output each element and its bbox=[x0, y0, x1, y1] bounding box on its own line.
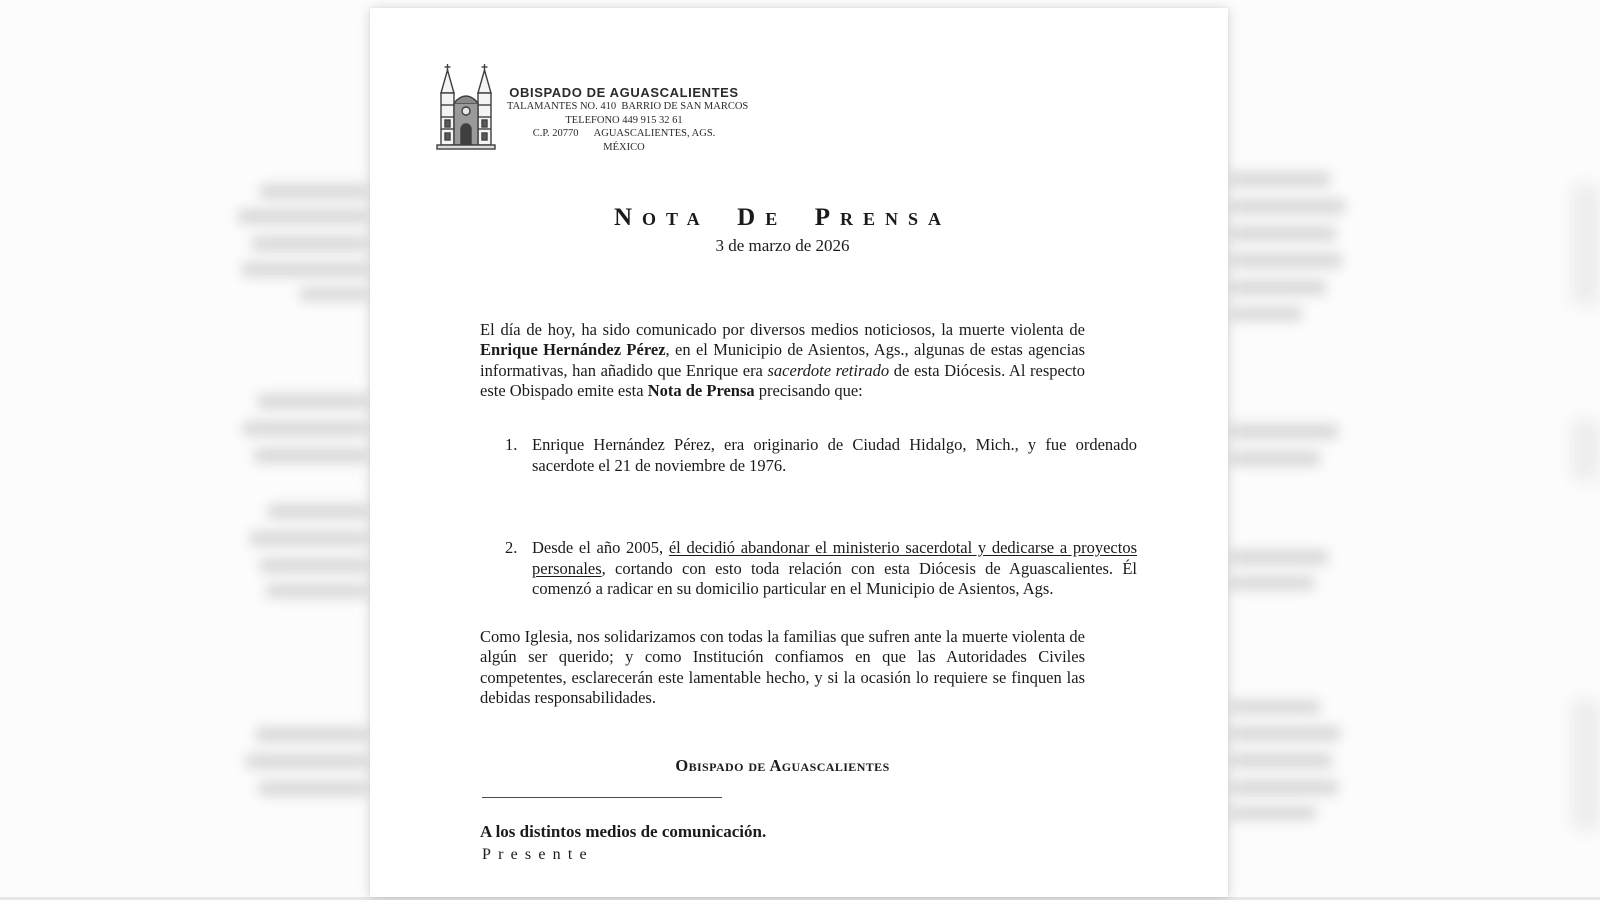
list-item-2-number: 2. bbox=[505, 538, 518, 557]
blurred-text-blob bbox=[1230, 753, 1332, 768]
closing-paragraph: Como Iglesia, nos solidarizamos con todas la familias que sufren ante la muerte violenta de algún ser querido; y como Institución confiamos en que las Autoridades Civiles competentes, esclarecerán este lamentable hecho, y si la ocasión lo requiere se finquen las debidas responsabilidades. bbox=[480, 626, 1085, 707]
blurred-text-blob bbox=[1572, 185, 1600, 305]
blurred-text-blob bbox=[1230, 550, 1328, 565]
blurred-text-blob bbox=[1230, 451, 1320, 466]
addressee-line: A los distintos medios de comunicación. bbox=[480, 822, 767, 841]
document-date: 3 de marzo de 2026 bbox=[715, 236, 850, 255]
retired-priest-italic: sacerdote retirado bbox=[767, 360, 890, 380]
list-item-2-seg: Desde el año 2005, bbox=[532, 538, 669, 557]
blurred-text-blob bbox=[1230, 307, 1302, 321]
blurred-text-blob bbox=[1572, 700, 1600, 830]
blurred-text-blob bbox=[250, 531, 368, 546]
letterhead-country: MÉXICO bbox=[603, 141, 645, 153]
list-item-2 bbox=[480, 538, 1137, 600]
person-name-bold: Enrique Hernández Pérez bbox=[480, 340, 666, 359]
blurred-text-blob bbox=[260, 558, 368, 573]
blurred-text-blob bbox=[243, 421, 368, 436]
intro-seg: precisando que: bbox=[754, 381, 863, 400]
blurred-text-blob bbox=[1230, 280, 1326, 295]
blurred-text-blob bbox=[1230, 172, 1330, 187]
blurred-text-blob bbox=[1572, 420, 1600, 480]
title-block bbox=[480, 204, 1085, 256]
list-item-1-text: Enrique Hernández Pérez, era originario de Ciudad Hidalgo, Mich., y fue ordenado sacerdote el 21 de noviembre de 1976. bbox=[532, 435, 1137, 475]
intro-paragraph bbox=[480, 320, 1085, 402]
blurred-text-blob bbox=[1230, 424, 1338, 439]
blurred-text-blob bbox=[238, 209, 368, 224]
letterhead-text bbox=[507, 63, 749, 154]
letterhead-address: TALAMANTES NO. 410 BARRIO DE SAN MARCOS bbox=[507, 101, 749, 112]
blurred-text-blob bbox=[1230, 576, 1314, 590]
blurred-text-blob bbox=[246, 754, 368, 769]
blurred-text-blob bbox=[1230, 726, 1340, 741]
blurred-text-blob bbox=[1230, 253, 1342, 268]
intro-seg: El día de hoy, ha sido comunicado por diversos medios noticiosos, la muerte violenta de bbox=[480, 319, 1085, 339]
blurred-text-blob bbox=[1230, 700, 1320, 714]
intro-seg: de esta Diócesis. Al respecto este Obispado emite esta bbox=[480, 360, 1086, 400]
blurred-text-blob bbox=[1230, 780, 1338, 795]
cathedral-icon bbox=[435, 63, 497, 151]
blurred-text-blob bbox=[259, 781, 368, 796]
press-release-page bbox=[370, 8, 1228, 897]
blurred-text-blob bbox=[252, 236, 368, 251]
intro-seg: , en el Municipio de Asientos, Ags., algunas de estas agencias informativas, han añadido que Enrique era bbox=[480, 340, 1085, 380]
blurred-text-blob bbox=[258, 394, 368, 409]
blurred-text-blob bbox=[268, 504, 368, 519]
signature-line bbox=[482, 797, 722, 798]
signature-org: Obispado de Aguascalientes bbox=[675, 756, 890, 775]
list-item-1-number: 1. bbox=[505, 435, 518, 454]
nota-de-prensa-bold: Nota de Prensa bbox=[647, 381, 755, 400]
blurred-text-blob bbox=[242, 262, 368, 277]
blurred-text-blob bbox=[254, 448, 368, 463]
blurred-text-blob bbox=[1230, 226, 1336, 241]
blurred-text-blob bbox=[1230, 199, 1345, 214]
letterhead bbox=[435, 63, 749, 154]
blurred-text-blob bbox=[300, 287, 368, 301]
abandoned-ministry-underlined: él decidió abandonar el ministerio sacerdotal y dedicarse a proyectos personales bbox=[532, 538, 1137, 578]
document-title: Nota De Prensa bbox=[613, 204, 952, 231]
blurred-text-blob bbox=[266, 584, 368, 598]
addressee-status: Presente bbox=[482, 846, 594, 863]
blurred-text-blob bbox=[260, 184, 368, 199]
list-item-2-seg: , cortando con esto toda relación con esta Diócesis de Aguascalientes. Él comenzó a radicar en su domicilio particular en el Municipio de Asientos, Ags. bbox=[532, 558, 1137, 598]
letterhead-org-name: OBISPADO DE AGUASCALIENTES bbox=[509, 85, 739, 100]
letterhead-phone: TELEFONO 449 915 32 61 bbox=[565, 114, 683, 126]
blurred-text-blob bbox=[256, 727, 368, 742]
list-item-1 bbox=[480, 435, 1137, 476]
blurred-text-blob bbox=[1230, 806, 1316, 820]
letterhead-city: C.P. 20770 AGUASCALIENTES, AGS. bbox=[532, 128, 716, 139]
